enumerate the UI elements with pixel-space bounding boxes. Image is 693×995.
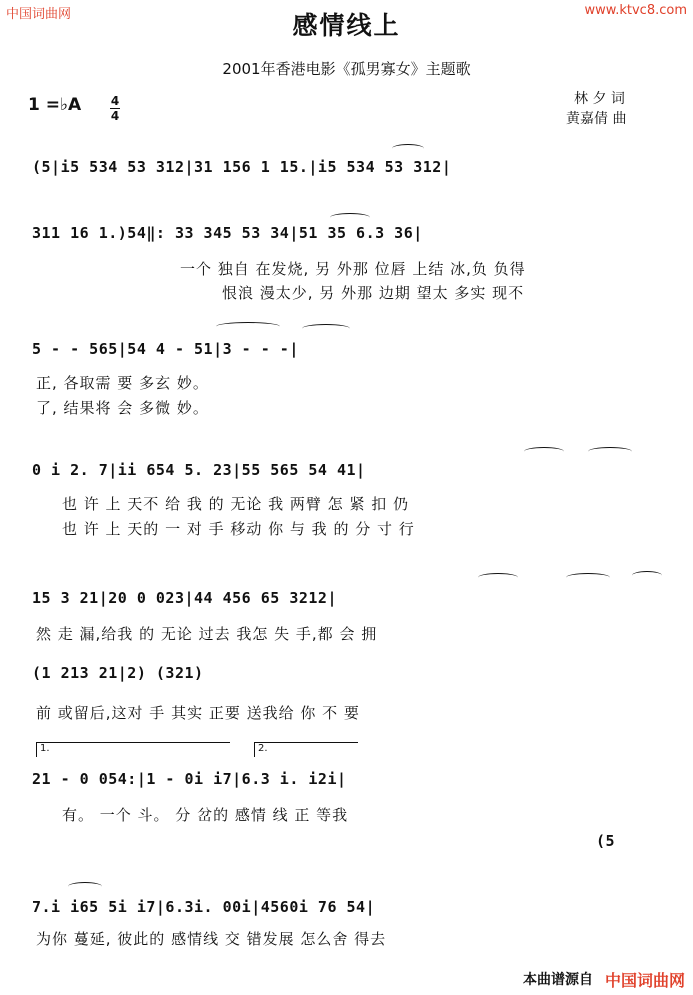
notation-line: (1 213 21|2) (321) xyxy=(32,664,204,682)
slur xyxy=(632,571,662,580)
slur xyxy=(478,573,518,582)
time-signature-top: 4 xyxy=(110,94,120,108)
lyric-line: 前 或留后,这对 手 其实 正要 送我给 你 不 要 xyxy=(36,704,360,722)
volta-second-ending: 2. xyxy=(254,742,358,757)
lyric-verse-2: 恨浪 漫太少, 另 外那 边期 望太 多实 现不 xyxy=(222,284,525,302)
notation-line: 311 16 1.)54‖: 33 345 53 34|51 35 6.3 36| xyxy=(32,224,423,242)
lyric-line: 为你 蔓延, 彼此的 感情线 交 错发展 怎么舍 得去 xyxy=(36,930,387,948)
notation-line: 21 - 0 054:|1 - 0i i7|6.3 i. i2i| xyxy=(32,770,347,788)
slur xyxy=(524,447,564,456)
notation-line: 15 3 21|20 0 023|44 456 65 3212| xyxy=(32,589,337,607)
watermark-right: www.ktvc8.com xyxy=(584,3,687,18)
pickup-note: (5 xyxy=(596,832,616,850)
notation-line: 5 - - 565|54 4 - 51|3 - - -| xyxy=(32,340,299,358)
notation-line: 0 i 2. 7|ii 654 5. 23|55 565 54 41| xyxy=(32,461,366,479)
lyricist-credit: 林 夕 词 xyxy=(574,91,625,107)
volta-first-ending: 1. xyxy=(36,742,230,757)
lyric-verse-2: 也 许 上 天的 一 对 手 移动 你 与 我 的 分 寸 行 xyxy=(62,520,415,538)
time-signature xyxy=(110,94,120,123)
footer-site-name: 中国词曲网 xyxy=(604,971,685,990)
time-signature-bottom: 4 xyxy=(110,109,120,123)
lyric-line: 有。 一个 斗。 分 岔的 感情 线 正 等我 xyxy=(62,806,349,824)
lyric-verse-1: 一个 独自 在发烧, 另 外那 位唇 上结 冰,负 负得 xyxy=(180,260,526,278)
slur xyxy=(588,447,632,456)
watermark-left: 中国词曲网 xyxy=(6,7,72,22)
notation-line: (5|i5 534 53 312|31 156 1 15.|i5 534 53 312| xyxy=(32,158,452,176)
slur xyxy=(302,324,350,333)
song-title: 感情线上 xyxy=(292,11,401,40)
slur xyxy=(392,144,424,153)
footer-source-label: 本曲谱源自 xyxy=(523,972,593,988)
lyric-line: 然 走 漏,给我 的 无论 过去 我怎 失 手,都 会 拥 xyxy=(36,625,378,643)
lyric-verse-2: 了, 结果将 会 多微 妙。 xyxy=(36,399,209,417)
song-subtitle: 2001年香港电影《孤男寡女》主题歌 xyxy=(222,60,471,78)
key-signature: 1 =♭A xyxy=(28,95,82,115)
lyric-verse-1: 也 许 上 天不 给 我 的 无论 我 两臂 怎 紧 扣 仍 xyxy=(62,495,409,513)
lyric-verse-1: 正, 各取需 要 多玄 妙。 xyxy=(36,374,209,392)
notation-line: 7.i i65 5i i7|6.3i. 00i|4560i 76 54| xyxy=(32,898,376,916)
slur xyxy=(216,322,280,331)
composer-credit: 黄嘉倩 曲 xyxy=(566,111,627,127)
slur xyxy=(566,573,610,582)
slur xyxy=(330,213,370,222)
slur xyxy=(68,882,102,891)
